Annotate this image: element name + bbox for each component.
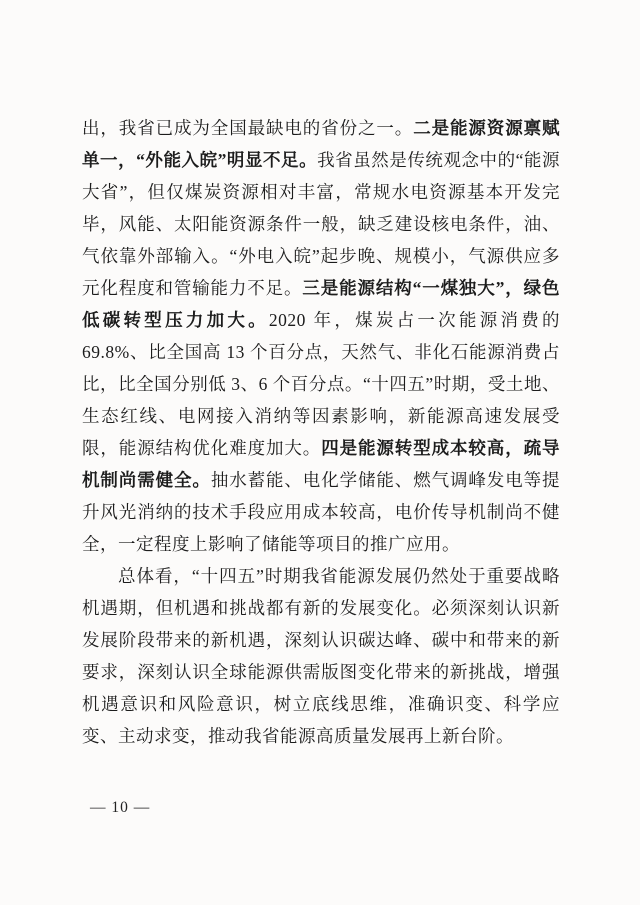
emphasis-text: 四是能源转型成本较高，疏导机制尚需健全。 — [82, 438, 561, 490]
page-footer — [90, 799, 150, 817]
body-text: 总体看，“十四五”时期我省能源发展仍然处于重要战略机遇期，但机遇和挑战都有新的发展变化。必须深刻认识新发展阶段带来的新机遇，深刻认识碳达峰、碳中和带来的新要求，深刻认识全球能源供需版图变化带来的新挑战，增强机遇意识和风险意识，树立底线思维，准确识变、科学应变、主动求变，推动我省能源高质量发展再上新台阶。 — [82, 566, 560, 746]
paragraph-overall-outlook — [82, 560, 560, 752]
body-text: 出，我省已成为全国最缺电的省份之一。 — [82, 118, 414, 138]
body-text: 我省虽然是传统观念中的“能源大省”，但仅煤炭资源相对丰富，常规水电资源基本开发完毕，风能、太阳能资源条件一般，缺乏建设核电条件，油、气依靠外部输入。“外电入皖”起步晚、规模小，气源供应多元化程度和管输能力不足。 — [82, 150, 560, 298]
emphasis-text: 二是能源资源禀赋单一，“外能入皖”明显不足。 — [82, 118, 561, 170]
body-text: 2020 年，煤炭占一次能源消费的 69.8%、比全国高 13 个百分点，天然气、非化石能源消费占比，比全国分别低 3、6 个百分点。“十四五”时期，受土地、生态红线、电网接入消纳等因素影响，新能源高速发展受限，能源结构优化难度加大。 — [82, 310, 561, 458]
paragraph-energy-constraints — [82, 112, 560, 560]
page-number: — 10 — — [90, 799, 151, 816]
emphasis-text: 三是能源结构“一煤独大”，绿色低碳转型压力加大。 — [82, 278, 561, 330]
body-text: 抽水蓄能、电化学储能、燃气调峰发电等提升风光消纳的技术手段应用成本较高，电价传导机制尚不健全，一定程度上影响了储能等项目的推广应用。 — [82, 470, 561, 554]
document-body — [82, 112, 560, 752]
